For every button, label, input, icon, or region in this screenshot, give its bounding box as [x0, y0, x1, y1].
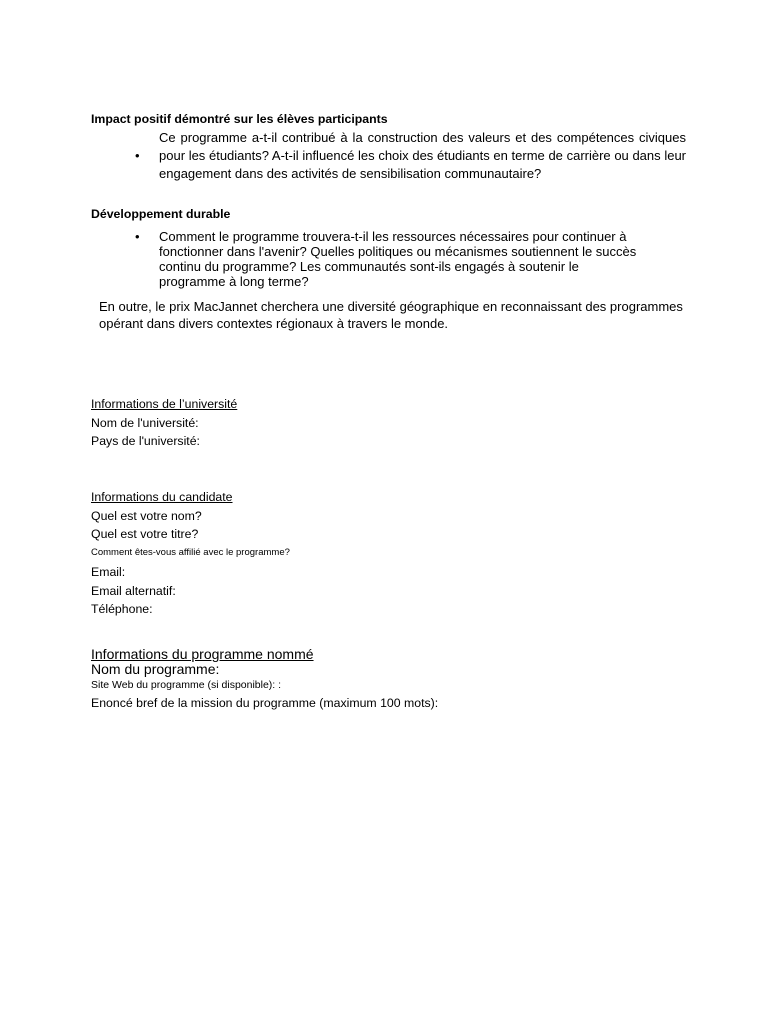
- candidate-email-field: Email:: [91, 565, 126, 579]
- university-name-field: Nom de l'université:: [91, 416, 199, 430]
- candidate-name-field: Quel est votre nom?: [91, 509, 202, 523]
- university-country-field: Pays de l'université:: [91, 434, 200, 448]
- section-heading-impact: Impact positif démontré sur les élèves participants: [91, 112, 388, 126]
- candidate-alt-email-field: Email alternatif:: [91, 584, 176, 598]
- bullet-marker: •: [135, 148, 140, 163]
- bullet-line: Comment le programme trouvera-t-il les ressources nécessaires pour continuer à: [159, 229, 627, 244]
- program-website-field: Site Web du programme (si disponible): :: [91, 679, 282, 691]
- program-info-heading: Informations du programme nommé: [91, 646, 314, 662]
- bullet-line: programme à long terme?: [159, 274, 309, 289]
- section-heading-sustainability: Développement durable: [91, 207, 231, 221]
- note-line: opérant dans divers contextes régionaux à travers le monde.: [99, 316, 449, 331]
- program-mission-field: Enoncé bref de la mission du programme (maximum 100 mots):: [91, 696, 439, 710]
- candidate-phone-field: Téléphone:: [91, 602, 153, 616]
- bullet-marker: •: [135, 229, 140, 244]
- bullet-line: continu du programme? Les communautés sont-ils engagés à soutenir le: [159, 259, 579, 274]
- bullet-text-sustainability: [159, 229, 689, 289]
- candidate-affiliation-field: Comment êtes-vous affilié avec le programme?: [91, 547, 290, 558]
- candidate-info-heading: Informations du candidate: [91, 490, 233, 504]
- note-line: En outre, le prix MacJannet cherchera une diversité géographique en reconnaissant des programmes: [99, 299, 683, 314]
- bullet-line: fonctionner dans l'avenir? Quelles politiques ou mécanismes soutiennent le succès: [159, 244, 637, 259]
- geographic-diversity-note: [99, 298, 739, 332]
- candidate-title-field: Quel est votre titre?: [91, 527, 199, 541]
- program-name-field: Nom du programme:: [91, 661, 220, 677]
- university-info-heading: Informations de l’université: [91, 397, 238, 411]
- bullet-text-impact: Ce programme a-t-il contribué à la construction des valeurs et des compétences civiques pour les étudiants? A-t-il influencé les choix des étudiants en terme de carrière ou dans leur engagement dans des activités de sensibilisation communautaire?: [159, 130, 686, 181]
